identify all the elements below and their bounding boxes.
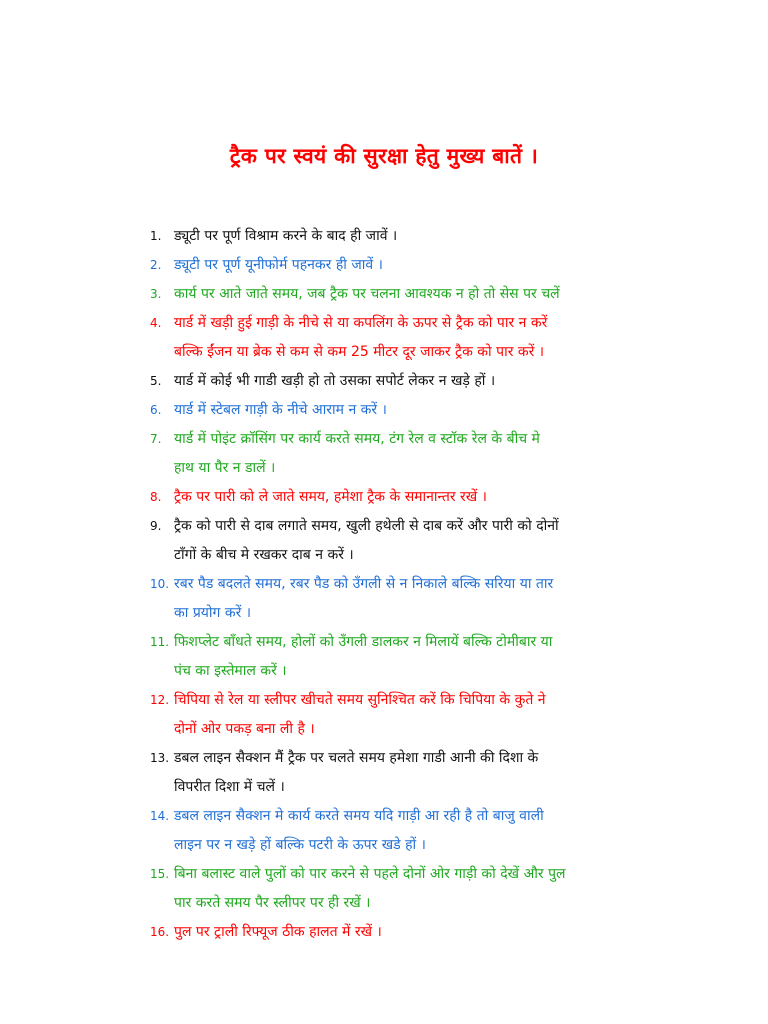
list-item — [150, 860, 750, 918]
list-item — [150, 251, 750, 280]
list-item — [150, 367, 750, 396]
list-item-text — [174, 367, 750, 396]
list-item-line: चिपिया से रेल या स्लीपर खीचते समय सुनिश्चित करें कि चिपिया के कुते ने — [174, 692, 546, 708]
list-item-line: कार्य पर आते जाते समय, जब ट्रैक पर चलना आवश्यक न हो तो सेस पर चलें — [174, 286, 560, 302]
list-item-number: 16. — [150, 925, 170, 939]
list-item-line: ट्रैक को पारी से दाब लगाते समय, खुली हथेली से दाब करें और पारी को दोनों — [174, 518, 559, 534]
list-item-number: 3. — [150, 287, 162, 301]
list-item-text — [174, 396, 750, 425]
list-item-line: ड्यूटी पर पूर्ण यूनीफोर्म पहनकर ही जावें । — [174, 257, 383, 273]
list-item-line: यार्ड में खड़ी हुई गाड़ी के नीचे से या कपलिंग के ऊपर से ट्रैक को पार न करें — [174, 315, 548, 331]
list-item — [150, 512, 750, 570]
list-item — [150, 222, 750, 251]
list-item-number: 11. — [150, 635, 170, 649]
list-item — [150, 628, 750, 686]
list-item-line: बल्कि ईंजन या ब्रेक से कम से कम 25 मीटर दूर जाकर ट्रैक को पार करें । — [174, 344, 545, 360]
list-item-number: 9. — [150, 519, 162, 533]
list-item-text — [174, 483, 750, 512]
list-item-line: रबर पैड बदलते समय, रबर पैड को उँगली से न निकाले बल्कि सरिया या तार — [174, 576, 554, 592]
list-item — [150, 744, 750, 802]
list-item-line: डबल लाइन सैक्शन मैं ट्रैक पर चलते समय हमेशा गाडी आनी की दिशा के — [174, 750, 539, 766]
list-item-number: 7. — [150, 432, 162, 446]
list-item-number: 2. — [150, 258, 162, 272]
list-item-text — [174, 918, 750, 947]
list-item-line: यार्ड में पोइंट क्रॉसिंग पर कार्य करते समय, टंग रेल व स्टॉक रेल के बीच मे — [174, 431, 540, 447]
list-item-text — [174, 280, 750, 309]
list-item — [150, 425, 750, 483]
list-item-line: दोनों ओर पकड़ बना ली है । — [174, 721, 315, 737]
list-item-number: 5. — [150, 374, 162, 388]
list-item — [150, 483, 750, 512]
list-item-line: डबल लाइन सैक्शन मे कार्य करते समय यदि गाड़ी आ रही है तो बाजु वाली — [174, 808, 544, 824]
list-item — [150, 802, 750, 860]
safety-points-list — [150, 222, 750, 947]
list-item-number: 13. — [150, 751, 170, 765]
list-item-text — [174, 222, 750, 251]
list-item-line: लाइन पर न खड़े हों बल्कि पटरी के ऊपर खडे हों । — [174, 837, 426, 853]
list-item-line: पुल पर ट्राली रिफ्यूज ठीक हालत में रखें । — [174, 924, 382, 940]
list-item-text — [174, 425, 750, 483]
list-item — [150, 918, 750, 947]
list-item-number: 12. — [150, 693, 170, 707]
list-item — [150, 309, 750, 367]
list-item-text — [174, 802, 750, 860]
list-item-text — [174, 570, 750, 628]
list-item-line: पार करते समय पैर स्लीपर पर ही रखें । — [174, 895, 371, 911]
list-item-text — [174, 686, 750, 744]
list-item-text — [174, 860, 750, 918]
list-item-line: टाँगों के बीच मे रखकर दाब न करें । — [174, 547, 354, 563]
list-item-number: 14. — [150, 809, 170, 823]
page-title: ट्रैक पर स्वयं की सुरक्षा हेतु मुख्य बातें । — [229, 144, 539, 168]
list-item-text — [174, 628, 750, 686]
list-item-line: हाथ या पैर न डालें । — [174, 460, 276, 476]
list-item-text — [174, 309, 750, 367]
list-item-number: 1. — [150, 229, 162, 243]
list-item-line: यार्ड में स्टेबल गाड़ी के नीचे आराम न करें । — [174, 402, 387, 418]
list-item — [150, 396, 750, 425]
list-item-line: पंच का इस्तेमाल करें । — [174, 663, 287, 679]
list-item-number: 8. — [150, 490, 162, 504]
list-item-text — [174, 744, 750, 802]
list-item — [150, 280, 750, 309]
list-item-line: का प्रयोग करें । — [174, 605, 252, 621]
list-item-line: ड्यूटी पर पूर्ण विश्राम करने के बाद ही जावें । — [174, 228, 398, 244]
list-item-line: फिशप्लेट बाँधते समय, होलों को उँगली डालकर न मिलायें बल्कि टोमीबार या — [174, 634, 553, 650]
list-item — [150, 686, 750, 744]
list-item-number: 15. — [150, 867, 170, 881]
list-item-number: 6. — [150, 403, 162, 417]
list-item-number: 4. — [150, 316, 162, 330]
list-item-number: 10. — [150, 577, 170, 591]
list-item-line: यार्ड में कोई भी गाडी खड़ी हो तो उसका सपोर्ट लेकर न खड़े हों । — [174, 373, 496, 389]
list-item-line: बिना बलास्ट वाले पुलों को पार करने से पहले दोनों ओर गाड़ी को देखें और पुल — [174, 866, 566, 882]
list-item-text — [174, 251, 750, 280]
list-item-text — [174, 512, 750, 570]
list-item-line: विपरीत दिशा में चलें । — [174, 779, 285, 795]
list-item — [150, 570, 750, 628]
list-item-line: ट्रैक पर पारी को ले जाते समय, हमेशा ट्रैक के समानान्तर रखें । — [174, 489, 487, 505]
